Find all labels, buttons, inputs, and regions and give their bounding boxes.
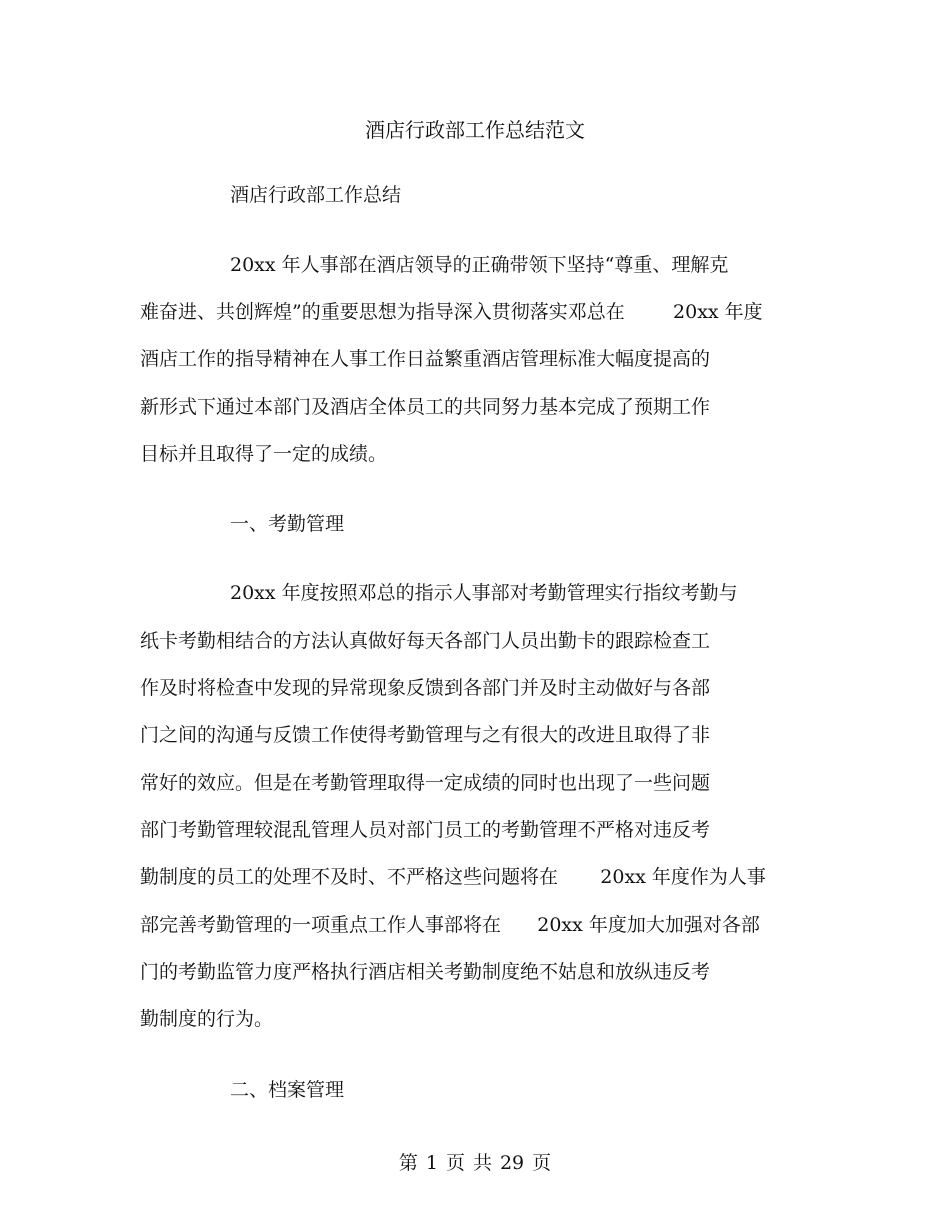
- page-footer: [0, 1150, 950, 1176]
- footer-total-word: 共: [472, 1152, 492, 1174]
- footer-suffix: 页: [532, 1152, 552, 1174]
- paragraph-line: 20xx 年人事部在酒店领导的正确带领下坚持“尊重、理解克: [230, 254, 729, 276]
- section-heading: 二、档案管理: [230, 1079, 345, 1101]
- paragraph-line: 目标并且取得了一定的成绩。: [140, 443, 388, 465]
- paragraph-line: 新形式下通过本部门及酒店全体员工的共同努力基本完成了预期工作: [140, 396, 711, 418]
- paragraph-line: 门之间的沟通与反馈工作使得考勤管理与之有很大的改进且取得了非: [140, 724, 711, 746]
- paragraph-line: 部完善考勤管理的一项重点工作人事部将在 20xx 年度加大加强对各部: [140, 914, 760, 936]
- footer-page-number: 1: [425, 1152, 438, 1174]
- paragraph-line: 部门考勤管理较混乱管理人员对部门员工的考勤管理不严格对违反考: [140, 819, 711, 841]
- footer-page-word: 页: [445, 1152, 465, 1174]
- paragraph-line: 纸卡考勤相结合的方法认真做好每天各部门人员出勤卡的跟踪检查工: [140, 630, 711, 652]
- paragraph-line: 勤制度的员工的处理不及时、不严格这些问题将在 20xx 年度作为人事: [140, 866, 766, 888]
- section-heading: 一、考勤管理: [230, 513, 345, 535]
- document-title: 酒店行政部工作总结范文: [365, 118, 585, 142]
- paragraph-line: 门的考勤监管力度严格执行酒店相关考勤制度绝不姑息和放纵违反考: [140, 961, 711, 983]
- paragraph-line: 作及时将检查中发现的异常现象反馈到各部门并及时主动做好与各部: [140, 677, 711, 699]
- paragraph-line: 酒店工作的指导精神在人事工作日益繁重酒店管理标准大幅度提高的: [140, 348, 711, 370]
- paragraph-line: 常好的效应。但是在考勤管理取得一定成绩的同时也出现了一些问题: [140, 772, 711, 794]
- subtitle: 酒店行政部工作总结: [230, 184, 402, 206]
- paragraph-line: 20xx 年度按照邓总的指示人事部对考勤管理实行指纹考勤与: [230, 582, 738, 604]
- paragraph-line: 勤制度的行为。: [140, 1008, 274, 1030]
- footer-prefix: 第: [398, 1152, 418, 1174]
- footer-total-pages: 29: [499, 1152, 525, 1174]
- paragraph-line: 难奋进、共创辉煌”的重要思想为指导深入贯彻落实邓总在 20xx 年度: [140, 301, 763, 323]
